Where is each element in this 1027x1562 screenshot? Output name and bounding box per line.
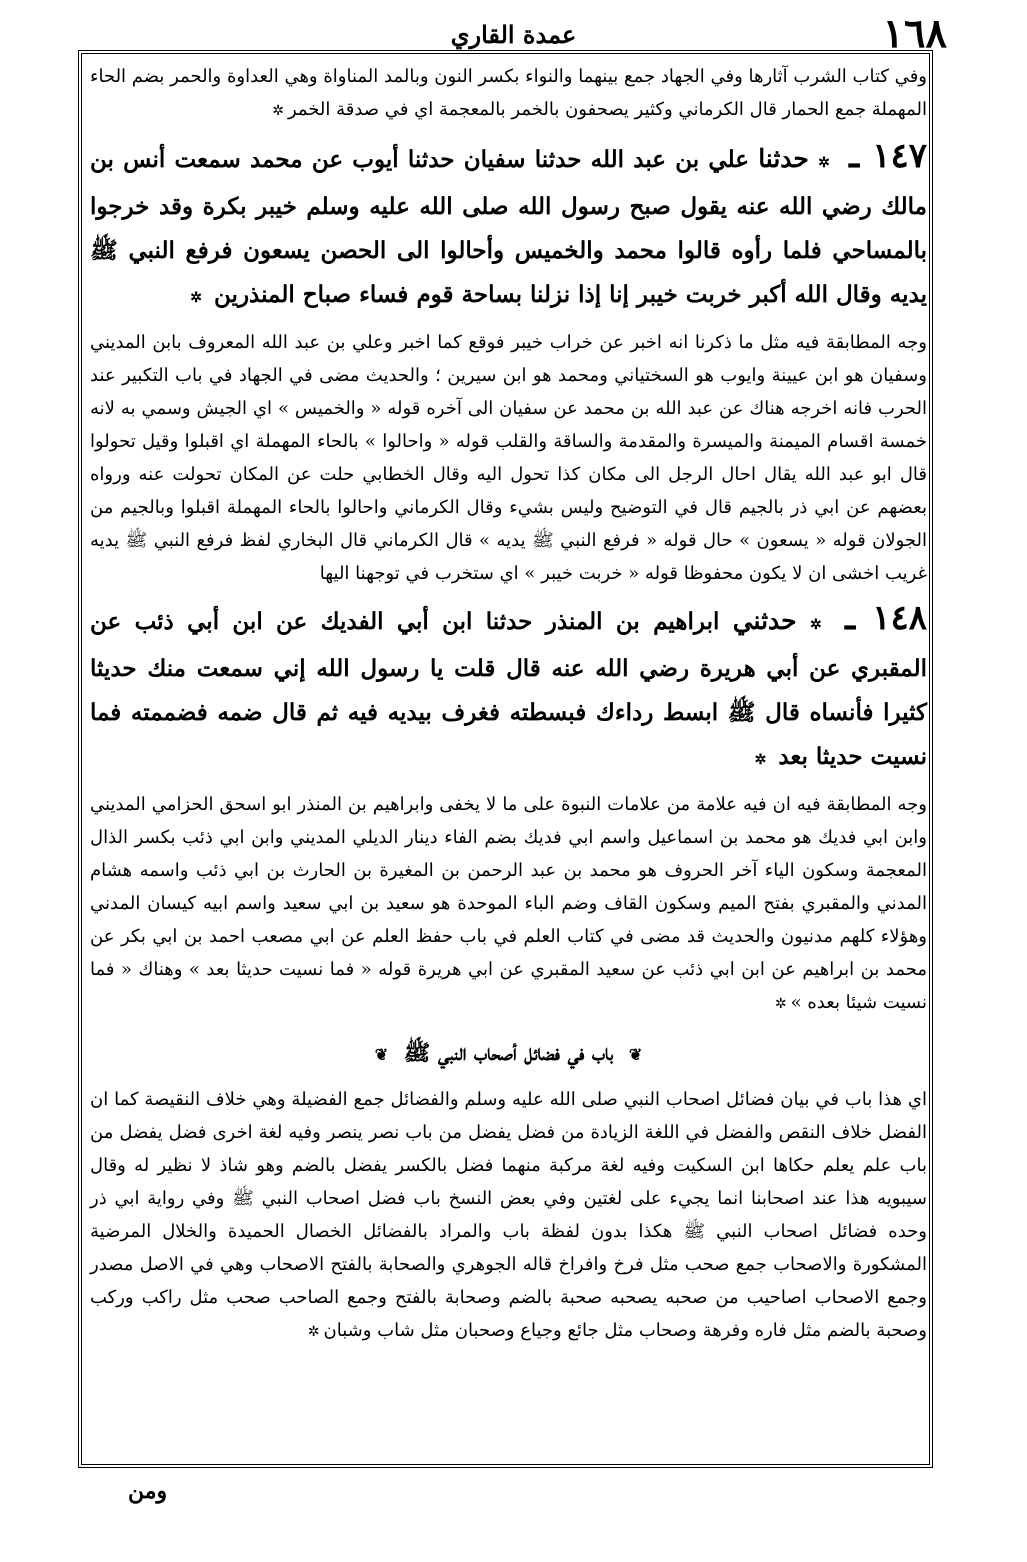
ornament-icon: ❦ [628, 1045, 643, 1064]
star-ornament-icon: ✲ [272, 103, 284, 119]
star-ornament-icon: ✲ [818, 155, 830, 171]
star-ornament-icon: ✲ [307, 1324, 320, 1340]
commentary-paragraph: وجه المطابقة فيه ان فيه علامة من علامات النبوة على ما لا يخفى وابراهيم بن المنذر ابو اسحق الحزامي المديني وابن ابي فديك هو محمد بن اسماعيل واسم ابي فديك بضم الفاء دينار الديلي المديني وابن ابي ذئب بكسر الذال المعجمة وسكون الياء آخر الحروف هو محمد بن عبد الرحمن بن المغيرة بن الحارث بن ابي ذئب واسمه هشام المدني والمقبري بفتح الميم وسكون القاف وضم الباء الموحدة هو سعيد بن ابي سعيد واسم ابيه كيسان المدني وهؤلاء كلهم مدنيون والحديث قد مضى في كتاب العلم في باب حفظ العلم عن ابي مصعب احمد بن ابي بكر عن محمد بن ابراهيم عن ابن ابي ذئب عن سعيد المقبري عن ابي هريرة قوله « فما نسيت حديثا بعد » وهناك « فما نسيت شيئا بعده »✲ [90, 794, 927, 1013]
ornament-icon: ❦ [374, 1045, 389, 1064]
hadith-text: علي بن عبد الله حدثنا سفيان حدثنا أيوب عن محمد سمعت أنس بن مالك رضي الله عنه يقول صبح رسول الله صلى الله عليه وسلم خيبر بكرة وقد خرجوا بالمساحي فلما رأوه قالوا محمد والخميس وأحالوا الى الحصن يسعون فرفع النبي ﷺ يديه وقال الله أكبر خربت خيبر إنا إذا نزلنا بساحة قوم فساء صباح المنذرين [90, 146, 927, 308]
hadith-lead: حدثني [732, 606, 797, 635]
star-ornament-icon: ✲ [754, 752, 767, 768]
star-ornament-icon: ✲ [190, 290, 203, 306]
page-number: ١٦٨ [882, 10, 947, 57]
hadith-number: ١٤٨ ـ [845, 598, 927, 638]
catchword: ومن [128, 1478, 168, 1504]
hadith-148 [90, 596, 927, 782]
hadith-lead: حدثنا [758, 144, 809, 173]
star-ornament-icon: ✲ [809, 617, 822, 633]
commentary-paragraph: اي هذا باب في بيان فضائل اصحاب النبي صلى الله عليه وسلم والفضائل جمع الفضيلة وهي خلاف النقيصة كما ان الفضل خلاف النقص والفضل في اللغة الزيادة من فضل يفضل من باب نصر ينصر وفيه لغة اخرى فضل يفضل من باب علم يعلم حكاها ابن السكيت وفيه لغة مركبة منهما فضل بالكسر يفضل بالضم وهو شاذ لا نظير له وقال سيبويه هذا عند اصحابنا انما يجيء على لغتين وفي بعض النسخ باب فضل اصحاب النبي ﷺ وفي رواية ابي ذر وحده فضائل اصحاب النبي ﷺ هكذا بدون لفظة باب والمراد بالفضائل الخصال الحميدة والخلال المرضية المشكورة والاصحاب جمع صحب مثل فرخ وافراخ قاله الجوهري والصحابة بالفتح الاصحاب وهي في الاصل مصدر وجمع الاصحاب اصاحيب من صحبه يصحبه صحبة بالضم وصحابة بالفتح وجمع الصاحب صحب مثل راكب وركب وصحبة بالضم مثل فاره وفرهة وصحاب مثل جائع وجياع وصحبان مثل شاب وشبان✲ [90, 1089, 927, 1341]
running-title: عمدة القاري [450, 20, 577, 49]
hadith-text: ابراهيم بن المنذر حدثنا ابن أبي الفديك عن ابن أبي ذئب عن المقبري عن أبي هريرة رضي الله عنه قال قلت يا رسول الله إني سمعت منك حديثا كثيرا فأنساه قال ﷺ ابسط رداءك فبسطته فغرف بيديه فيه ثم قال ضمه فضممته فما نسيت حديثا بعد [90, 608, 927, 770]
chapter-heading: ❦ باب في فضائل أصحاب النبي ﷺ ❦ [374, 1040, 643, 1066]
hadith-number: ١٤٧ ـ [849, 136, 927, 176]
commentary-paragraph: وجه المطابقة فيه مثل ما ذكرنا انه اخبر عن خراب خيبر فوقع كما اخبر وعلي بن عبد الله المعروف بابن المديني وسفيان هو ابن عيينة وايوب هو السختياني ومحمد هو ابن سيرين ؛ والحديث مضى في الجهاد في باب التكبير عند الحرب فانه اخرجه هناك عن عبد الله بن محمد عن سفيان الى آخره قوله « والخميس » اي الجيش وسمي به لانه خمسة اقسام الميمنة والميسرة والمقدمة والساقة والقلب قوله « واحالوا » بالحاء المهملة اي اقبلوا وقيل تحولوا قال ابو عبد الله يقال احال الرجل الى مكان كذا تحول اليه وقال الخطابي حلت عن المكان تحولت عنه ورواه بعضهم عن ابي ذر بالجيم قال في التوضيح وليس بشيء وقال الكرماني واحالوا بالحاء المهملة اقبلوا وبالجيم من الجولان قوله « يسعون » حال قوله « فرفع النبي ﷺ يديه » قال الكرماني قال البخاري لفظ فرفع النبي ﷺ يديه غريب اخشى ان لا يكون محفوظا قوله « خربت خيبر » اي ستخرب في توجهنا اليها [90, 332, 927, 584]
commentary-paragraph: وفي كتاب الشرب آثارها وفي الجهاد جمع بينهما والنواء بكسر النون وبالمد المناواة وهي العداوة والحمر بضم الحاء المهملة جمع الحمار قال الكرماني وكثير يصحفون بالخمر بالمعجمة اي في صدقة الخمر✲ [90, 66, 927, 120]
hadith-147 [90, 134, 927, 320]
main-text [90, 60, 927, 1458]
page-header [80, 10, 947, 57]
star-ornament-icon: ✲ [774, 996, 787, 1012]
